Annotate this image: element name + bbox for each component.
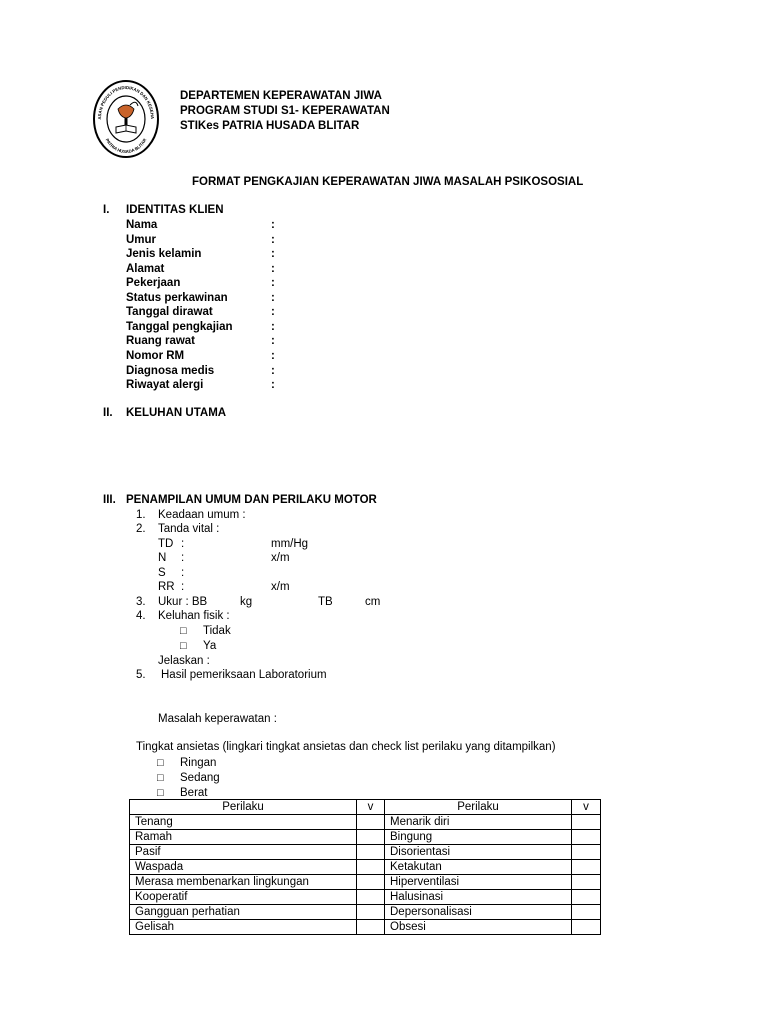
section-2-number: II. xyxy=(103,407,113,419)
table-header-row xyxy=(130,800,601,815)
column-header-behavior-left: Perilaku xyxy=(130,800,357,815)
identity-field-colon: : xyxy=(271,277,275,289)
item-1-number: 1. xyxy=(136,509,146,521)
identity-field-label: Umur xyxy=(126,234,157,246)
table-row xyxy=(130,920,601,935)
identity-field-label: Nomor RM xyxy=(126,350,185,362)
explain-label: Jelaskan : xyxy=(158,655,210,667)
checkbox-berat[interactable]: □ xyxy=(157,787,164,799)
anxiety-instruction: Tingkat ansietas (lingkari tingkat ansietas dan check list perilaku yang ditampilkan) xyxy=(136,741,556,753)
identity-field-label: Jenis kelamin xyxy=(126,248,202,260)
behavior-right-cell: Obsesi xyxy=(385,920,572,935)
check-right-cell[interactable] xyxy=(572,845,601,860)
section-3-heading: PENAMPILAN UMUM DAN PERILAKU MOTOR xyxy=(126,494,377,506)
check-left-cell[interactable] xyxy=(357,920,385,935)
department-name: DEPARTEMEN KEPERAWATAN JIWA xyxy=(180,90,382,102)
table-row xyxy=(130,890,601,905)
behavior-left-cell: Tenang xyxy=(130,815,357,830)
vital-s-label: S xyxy=(158,567,166,579)
table-row xyxy=(130,845,601,860)
behavior-left-cell: Kooperatif xyxy=(130,890,357,905)
institution-logo xyxy=(92,79,160,159)
behavior-left-cell: Ramah xyxy=(130,830,357,845)
document-title: FORMAT PENGKAJIAN KEPERAWATAN JIWA MASALAH PSIKOSOSIAL xyxy=(192,176,584,188)
table-row xyxy=(130,875,601,890)
identity-field-label: Tanggal dirawat xyxy=(126,306,213,318)
level-ringan-label: Ringan xyxy=(180,757,217,769)
identity-field-label: Riwayat alergi xyxy=(126,379,204,391)
identity-field-colon: : xyxy=(271,365,275,377)
weight-unit: kg xyxy=(240,596,253,608)
table-row xyxy=(130,905,601,920)
behavior-right-cell: Bingung xyxy=(385,830,572,845)
check-right-cell[interactable] xyxy=(572,860,601,875)
column-header-check-left: v xyxy=(357,800,385,815)
identity-field-colon: : xyxy=(271,321,275,333)
logo-text-top: ASAN PEDULI PENDIDIKAN DAN KESEHA xyxy=(96,84,156,120)
vital-td-label: TD xyxy=(158,538,174,550)
checkbox-ya[interactable]: □ xyxy=(180,640,187,652)
behavior-right-cell: Menarik diri xyxy=(385,815,572,830)
checkbox-ringan[interactable]: □ xyxy=(157,757,164,769)
vital-n-unit: x/m xyxy=(271,552,290,564)
section-1-number: I. xyxy=(103,204,110,216)
behavior-right-cell: Hiperventilasi xyxy=(385,875,572,890)
identity-field-colon: : xyxy=(271,234,275,246)
behavior-left-cell: Merasa membenarkan lingkungan xyxy=(130,875,357,890)
vital-s-colon: : xyxy=(181,567,185,579)
height-unit: cm xyxy=(365,596,381,608)
behavior-right-cell: Disorientasi xyxy=(385,845,572,860)
check-right-cell[interactable] xyxy=(572,875,601,890)
identity-field-colon: : xyxy=(271,292,275,304)
option-tidak-label: Tidak xyxy=(203,625,231,637)
vital-rr-label: RR xyxy=(158,581,175,593)
behavior-right-cell: Halusinasi xyxy=(385,890,572,905)
vital-n-colon: : xyxy=(181,552,185,564)
vital-td-colon: : xyxy=(181,538,185,550)
institution-name: STIKes PATRIA HUSADA BLITAR xyxy=(180,120,360,132)
behavior-left-cell: Gangguan perhatian xyxy=(130,905,357,920)
identity-field-label: Pekerjaan xyxy=(126,277,181,289)
identity-field-label: Status perkawinan xyxy=(126,292,228,304)
height-label: TB xyxy=(318,596,333,608)
table-row xyxy=(130,830,601,845)
column-header-behavior-right: Perilaku xyxy=(385,800,572,815)
identity-field-colon: : xyxy=(271,335,275,347)
check-left-cell[interactable] xyxy=(357,905,385,920)
behavior-right-cell: Depersonalisasi xyxy=(385,905,572,920)
behavior-checklist-table xyxy=(129,799,601,935)
behavior-left-cell: Gelisah xyxy=(130,920,357,935)
item-2-label: Tanda vital : xyxy=(158,523,220,535)
vital-n-label: N xyxy=(158,552,167,564)
check-right-cell[interactable] xyxy=(572,890,601,905)
item-5-number: 5. xyxy=(136,669,146,681)
identity-field-colon: : xyxy=(271,306,275,318)
section-2-heading: KELUHAN UTAMA xyxy=(126,407,227,419)
identity-field-label: Tanggal pengkajian xyxy=(126,321,233,333)
section-1-heading: IDENTITAS KLIEN xyxy=(126,204,224,216)
vital-rr-unit: x/m xyxy=(271,581,290,593)
check-right-cell[interactable] xyxy=(572,830,601,845)
column-header-check-right: v xyxy=(572,800,601,815)
behavior-left-cell: Waspada xyxy=(130,860,357,875)
checkbox-sedang[interactable]: □ xyxy=(157,772,164,784)
vital-rr-colon: : xyxy=(181,581,185,593)
check-left-cell[interactable] xyxy=(357,845,385,860)
item-3-number: 3. xyxy=(136,596,146,608)
identity-field-label: Ruang rawat xyxy=(126,335,196,347)
vital-td-unit: mm/Hg xyxy=(271,538,309,550)
identity-field-colon: : xyxy=(271,248,275,260)
identity-field-label: Alamat xyxy=(126,263,165,275)
check-left-cell[interactable] xyxy=(357,875,385,890)
item-4-number: 4. xyxy=(136,610,146,622)
identity-field-colon: : xyxy=(271,263,275,275)
item-4-label: Keluhan fisik : xyxy=(158,610,230,622)
behavior-right-cell: Ketakutan xyxy=(385,860,572,875)
behavior-left-cell: Pasif xyxy=(130,845,357,860)
check-right-cell[interactable] xyxy=(572,920,601,935)
identity-field-colon: : xyxy=(271,350,275,362)
nursing-problem-label: Masalah keperawatan : xyxy=(158,713,277,725)
identity-field-label: Diagnosa medis xyxy=(126,365,215,377)
section-3-number: III. xyxy=(103,494,116,506)
study-program: PROGRAM STUDI S1- KEPERAWATAN xyxy=(180,105,390,117)
level-berat-label: Berat xyxy=(180,787,208,799)
check-left-cell[interactable] xyxy=(357,815,385,830)
check-left-cell[interactable] xyxy=(357,890,385,905)
check-right-cell[interactable] xyxy=(572,815,601,830)
level-sedang-label: Sedang xyxy=(180,772,220,784)
identity-field-colon: : xyxy=(271,219,275,231)
item-3-label: Ukur : BB xyxy=(158,596,208,608)
logo-text-bottom: PATRIA HUSADA BLITAR xyxy=(104,137,148,155)
check-left-cell[interactable] xyxy=(357,830,385,845)
check-right-cell[interactable] xyxy=(572,905,601,920)
checkbox-tidak[interactable]: □ xyxy=(180,625,187,637)
item-2-number: 2. xyxy=(136,523,146,535)
item-1-label: Keadaan umum : xyxy=(158,509,246,521)
item-5-label: Hasil pemeriksaan Laboratorium xyxy=(161,669,327,681)
identity-field-colon: : xyxy=(271,379,275,391)
table-row xyxy=(130,815,601,830)
option-ya-label: Ya xyxy=(203,640,217,652)
identity-field-label: Nama xyxy=(126,219,158,231)
table-row xyxy=(130,860,601,875)
check-left-cell[interactable] xyxy=(357,860,385,875)
